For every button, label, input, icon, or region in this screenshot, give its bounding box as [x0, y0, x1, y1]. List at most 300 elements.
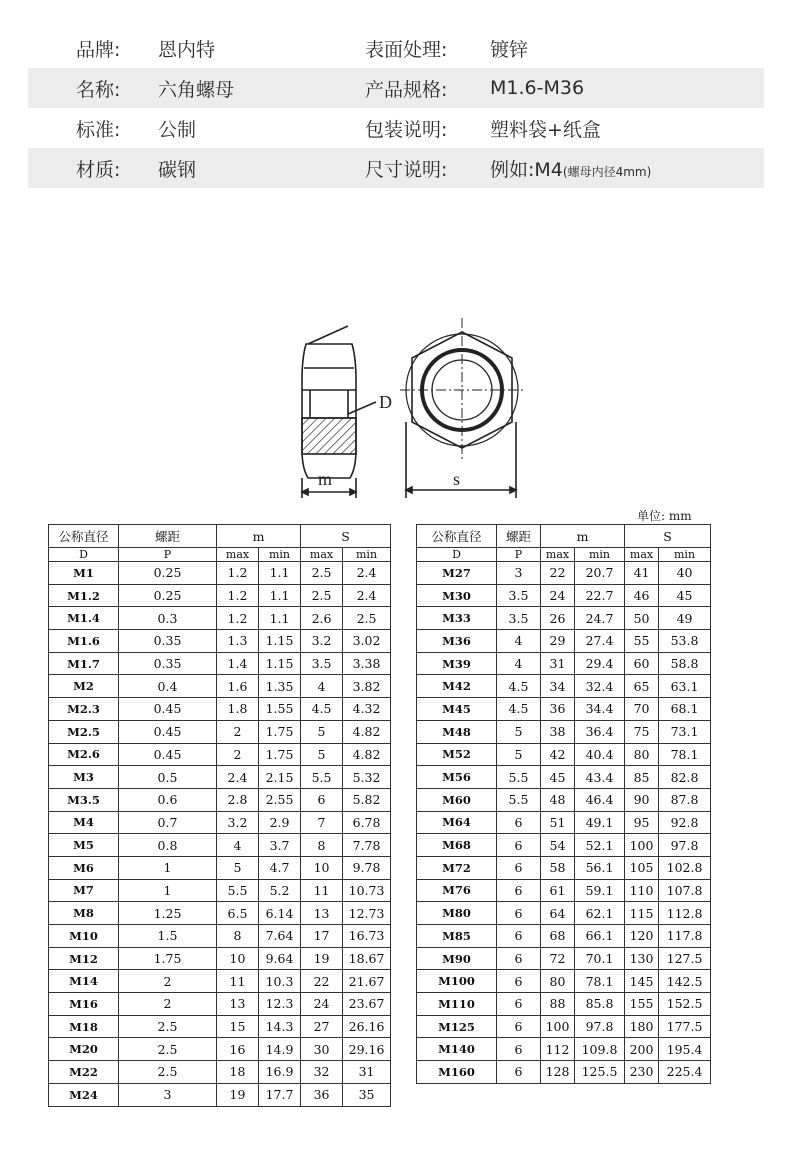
value-cell: 6: [497, 1015, 541, 1038]
value-cell: 32: [301, 1061, 343, 1084]
size-cell: M7: [49, 879, 119, 902]
value-cell: 49.1: [575, 811, 625, 834]
table-row: [49, 1083, 391, 1106]
table-row: [417, 720, 711, 743]
value-cell: 32.4: [575, 675, 625, 698]
value-cell: 3.5: [497, 584, 541, 607]
header-max: max: [541, 548, 575, 562]
value-cell: 3.7: [259, 834, 301, 857]
table-row: [417, 856, 711, 879]
value-cell: 3.5: [301, 652, 343, 675]
value-cell: 8: [301, 834, 343, 857]
value-cell: 4.5: [301, 698, 343, 721]
value-cell: 45: [659, 584, 711, 607]
header-min: min: [259, 548, 301, 562]
header-m: m: [541, 525, 625, 548]
size-cell: M48: [417, 720, 497, 743]
header-diameter: 公称直径: [417, 525, 497, 548]
value-cell: 195.4: [659, 1038, 711, 1061]
value-cell: 2.55: [259, 788, 301, 811]
value-cell: 65: [625, 675, 659, 698]
size-cell: M56: [417, 766, 497, 789]
value-cell: 6: [497, 993, 541, 1016]
value-cell: 3.38: [343, 652, 391, 675]
spec-row-name: [28, 68, 764, 108]
size-cell: M18: [49, 1015, 119, 1038]
value-cell: 0.25: [119, 584, 217, 607]
size-cell: M27: [417, 562, 497, 585]
header-p-symbol: P: [119, 548, 217, 562]
value-cell: 68: [541, 925, 575, 948]
size-cell: M64: [417, 811, 497, 834]
value-cell: 17.7: [259, 1083, 301, 1106]
value-cell: 40.4: [575, 743, 625, 766]
value-cell: 0.7: [119, 811, 217, 834]
value-cell: 109.8: [575, 1038, 625, 1061]
header-s: S: [625, 525, 711, 548]
value-cell: 4.82: [343, 720, 391, 743]
value-cell: 4.7: [259, 856, 301, 879]
value-cell: 9.64: [259, 947, 301, 970]
table-row: [417, 993, 711, 1016]
value-cell: 85.8: [575, 993, 625, 1016]
table-row: [417, 902, 711, 925]
value-cell: 29: [541, 630, 575, 653]
table-row: [49, 1015, 391, 1038]
value-cell: 46: [625, 584, 659, 607]
value-cell: 36.4: [575, 720, 625, 743]
size-cell: M85: [417, 925, 497, 948]
value-cell: 58.8: [659, 652, 711, 675]
spec-example: 例如:M4: [490, 158, 563, 181]
value-cell: 1.2: [217, 607, 259, 630]
value-cell: 90: [625, 788, 659, 811]
value-cell: 6: [497, 834, 541, 857]
value-cell: 66.1: [575, 925, 625, 948]
value-cell: 55: [625, 630, 659, 653]
value-cell: 1.3: [217, 630, 259, 653]
value-cell: 16.73: [343, 925, 391, 948]
value-cell: 0.35: [119, 652, 217, 675]
table-row: [49, 743, 391, 766]
value-cell: 26.16: [343, 1015, 391, 1038]
spec-value: M1.6-M36: [490, 77, 585, 99]
value-cell: 8: [217, 925, 259, 948]
value-cell: 3: [497, 562, 541, 585]
value-cell: 6: [497, 879, 541, 902]
value-cell: 60: [625, 652, 659, 675]
value-cell: 34: [541, 675, 575, 698]
value-cell: 1.75: [119, 947, 217, 970]
value-cell: 180: [625, 1015, 659, 1038]
value-cell: 2.6: [301, 607, 343, 630]
table-row: [417, 970, 711, 993]
size-cell: M20: [49, 1038, 119, 1061]
size-cell: M12: [49, 947, 119, 970]
value-cell: 80: [541, 970, 575, 993]
value-cell: 48: [541, 788, 575, 811]
value-cell: 4: [301, 675, 343, 698]
size-cell: M2.6: [49, 743, 119, 766]
table-row: [417, 925, 711, 948]
table-row: [49, 766, 391, 789]
value-cell: 14.9: [259, 1038, 301, 1061]
table-row: [49, 652, 391, 675]
table-subheader-row: [417, 548, 711, 562]
value-cell: 53.8: [659, 630, 711, 653]
value-cell: 117.8: [659, 925, 711, 948]
value-cell: 1: [119, 856, 217, 879]
value-cell: 6: [497, 925, 541, 948]
unit-label: 单位: mm: [637, 509, 692, 523]
value-cell: 1.1: [259, 562, 301, 585]
value-cell: 75: [625, 720, 659, 743]
table-row: [49, 720, 391, 743]
size-cell: M3.5: [49, 788, 119, 811]
header-s: S: [301, 525, 391, 548]
table-row: [49, 630, 391, 653]
spec-key: 包装说明:: [365, 118, 448, 141]
value-cell: 95: [625, 811, 659, 834]
table-row: [49, 607, 391, 630]
value-cell: 105: [625, 856, 659, 879]
value-cell: 3.2: [217, 811, 259, 834]
value-cell: 2: [119, 970, 217, 993]
value-cell: 5: [497, 720, 541, 743]
spec-row-material: [28, 148, 764, 188]
value-cell: 11: [217, 970, 259, 993]
header-min: min: [659, 548, 711, 562]
value-cell: 2.5: [119, 1038, 217, 1061]
value-cell: 177.5: [659, 1015, 711, 1038]
value-cell: 5.5: [301, 766, 343, 789]
spec-value: 镀锌: [490, 38, 529, 61]
value-cell: 78.1: [659, 743, 711, 766]
value-cell: 22: [301, 970, 343, 993]
table-row: [49, 562, 391, 585]
header-max: max: [217, 548, 259, 562]
header-diameter: 公称直径: [49, 525, 119, 548]
label-d: D: [379, 392, 392, 412]
value-cell: 64: [541, 902, 575, 925]
spec-key: 尺寸说明:: [365, 158, 448, 181]
table-row: [49, 834, 391, 857]
value-cell: 1.35: [259, 675, 301, 698]
value-cell: 24: [541, 584, 575, 607]
table-row: [417, 811, 711, 834]
value-cell: 82.8: [659, 766, 711, 789]
value-cell: 2.5: [343, 607, 391, 630]
spec-key: 品牌:: [76, 38, 121, 61]
header-pitch: 螺距: [119, 525, 217, 548]
header-p-symbol: P: [497, 548, 541, 562]
value-cell: 11: [301, 879, 343, 902]
value-cell: 22.7: [575, 584, 625, 607]
value-cell: 100: [541, 1015, 575, 1038]
value-cell: 19: [301, 947, 343, 970]
value-cell: 22: [541, 562, 575, 585]
value-cell: 18: [217, 1061, 259, 1084]
table-row: [417, 1038, 711, 1061]
value-cell: 34.4: [575, 698, 625, 721]
value-cell: 1.1: [259, 607, 301, 630]
table-row: [417, 652, 711, 675]
size-cell: M1.2: [49, 584, 119, 607]
value-cell: 6: [497, 970, 541, 993]
size-cell: M1: [49, 562, 119, 585]
table-row: [417, 834, 711, 857]
value-cell: 14.3: [259, 1015, 301, 1038]
value-cell: 6: [497, 856, 541, 879]
header-min: min: [343, 548, 391, 562]
value-cell: 56.1: [575, 856, 625, 879]
size-cell: M30: [417, 584, 497, 607]
dimension-table-left: [48, 524, 391, 1107]
value-cell: 2.9: [259, 811, 301, 834]
value-cell: 5: [301, 720, 343, 743]
value-cell: 58: [541, 856, 575, 879]
table-header-row: [417, 525, 711, 548]
table-row: [49, 947, 391, 970]
value-cell: 0.3: [119, 607, 217, 630]
value-cell: 6: [497, 902, 541, 925]
value-cell: 100: [625, 834, 659, 857]
value-cell: 2.5: [301, 584, 343, 607]
value-cell: 5: [497, 743, 541, 766]
value-cell: 1.6: [217, 675, 259, 698]
value-cell: 2.5: [301, 562, 343, 585]
spec-note: (螺母内径4mm): [562, 164, 652, 179]
spec-key: 表面处理:: [365, 38, 448, 61]
size-cell: M3: [49, 766, 119, 789]
value-cell: 4.5: [497, 675, 541, 698]
value-cell: 4.82: [343, 743, 391, 766]
table-row: [417, 630, 711, 653]
value-cell: 5.5: [497, 788, 541, 811]
value-cell: 42: [541, 743, 575, 766]
value-cell: 225.4: [659, 1061, 711, 1084]
value-cell: 1.75: [259, 720, 301, 743]
size-cell: M1.6: [49, 630, 119, 653]
value-cell: 6: [497, 811, 541, 834]
table-row: [417, 562, 711, 585]
spec-key: 产品规格:: [365, 78, 448, 101]
value-cell: 26: [541, 607, 575, 630]
value-cell: 5: [217, 856, 259, 879]
value-cell: 1.1: [259, 584, 301, 607]
value-cell: 80: [625, 743, 659, 766]
spec-key: 标准:: [76, 118, 121, 141]
value-cell: 2: [217, 720, 259, 743]
value-cell: 6.14: [259, 902, 301, 925]
value-cell: 3.5: [497, 607, 541, 630]
size-cell: M45: [417, 698, 497, 721]
value-cell: 112.8: [659, 902, 711, 925]
value-cell: 1.15: [259, 652, 301, 675]
value-cell: 15: [217, 1015, 259, 1038]
value-cell: 7.78: [343, 834, 391, 857]
value-cell: 1.25: [119, 902, 217, 925]
value-cell: 6.78: [343, 811, 391, 834]
table-row: [49, 856, 391, 879]
value-cell: 2.4: [343, 562, 391, 585]
value-cell: 0.6: [119, 788, 217, 811]
header-max: max: [625, 548, 659, 562]
table-row: [49, 788, 391, 811]
size-cell: M80: [417, 902, 497, 925]
value-cell: 27.4: [575, 630, 625, 653]
value-cell: 85: [625, 766, 659, 789]
value-cell: 50: [625, 607, 659, 630]
size-cell: M160: [417, 1061, 497, 1084]
value-cell: 125.5: [575, 1061, 625, 1084]
size-cell: M2: [49, 675, 119, 698]
spec-value: 碳钢: [158, 158, 197, 181]
value-cell: 70: [625, 698, 659, 721]
value-cell: 10: [217, 947, 259, 970]
size-cell: M22: [49, 1061, 119, 1084]
value-cell: 72: [541, 947, 575, 970]
size-cell: M8: [49, 902, 119, 925]
size-cell: M10: [49, 925, 119, 948]
value-cell: 1.4: [217, 652, 259, 675]
value-cell: 87.8: [659, 788, 711, 811]
table-row: [417, 584, 711, 607]
value-cell: 78.1: [575, 970, 625, 993]
value-cell: 43.4: [575, 766, 625, 789]
size-cell: M33: [417, 607, 497, 630]
value-cell: 5.5: [217, 879, 259, 902]
value-cell: 4: [497, 630, 541, 653]
value-cell: 38: [541, 720, 575, 743]
value-cell: 41: [625, 562, 659, 585]
value-cell: 6.5: [217, 902, 259, 925]
size-cell: M68: [417, 834, 497, 857]
value-cell: 200: [625, 1038, 659, 1061]
value-cell: 10: [301, 856, 343, 879]
size-cell: M125: [417, 1015, 497, 1038]
value-cell: 52.1: [575, 834, 625, 857]
value-cell: 0.5: [119, 766, 217, 789]
size-cell: M72: [417, 856, 497, 879]
nut-side-view: [302, 326, 376, 498]
header-max: max: [301, 548, 343, 562]
header-d-symbol: D: [49, 548, 119, 562]
table-row: [49, 584, 391, 607]
value-cell: 115: [625, 902, 659, 925]
value-cell: 97.8: [659, 834, 711, 857]
table-row: [49, 675, 391, 698]
value-cell: 4: [497, 652, 541, 675]
value-cell: 107.8: [659, 879, 711, 902]
value-cell: 3: [119, 1083, 217, 1106]
value-cell: 6: [301, 788, 343, 811]
value-cell: 10.73: [343, 879, 391, 902]
value-cell: 59.1: [575, 879, 625, 902]
size-cell: M2.5: [49, 720, 119, 743]
size-cell: M24: [49, 1083, 119, 1106]
value-cell: 30: [301, 1038, 343, 1061]
value-cell: 9.78: [343, 856, 391, 879]
value-cell: 102.8: [659, 856, 711, 879]
size-cell: M6: [49, 856, 119, 879]
value-cell: 62.1: [575, 902, 625, 925]
value-cell: 23.67: [343, 993, 391, 1016]
table-subheader-row: [49, 548, 391, 562]
value-cell: 51: [541, 811, 575, 834]
value-cell: 0.35: [119, 630, 217, 653]
value-cell: 1.15: [259, 630, 301, 653]
size-cell: M60: [417, 788, 497, 811]
table-row: [49, 993, 391, 1016]
value-cell: 36: [541, 698, 575, 721]
value-cell: 24.7: [575, 607, 625, 630]
value-cell: 88: [541, 993, 575, 1016]
nut-top-view: [400, 318, 524, 498]
size-cell: M5: [49, 834, 119, 857]
table-row: [417, 947, 711, 970]
spec-block: [28, 28, 764, 188]
table-row: [417, 675, 711, 698]
value-cell: 21.67: [343, 970, 391, 993]
table-row: [49, 970, 391, 993]
size-cell: M39: [417, 652, 497, 675]
value-cell: 155: [625, 993, 659, 1016]
value-cell: 5.2: [259, 879, 301, 902]
value-cell: 35: [343, 1083, 391, 1106]
value-cell: 0.25: [119, 562, 217, 585]
value-cell: 2: [217, 743, 259, 766]
value-cell: 6: [497, 1038, 541, 1061]
value-cell: 4.5: [497, 698, 541, 721]
value-cell: 3.02: [343, 630, 391, 653]
size-cell: M110: [417, 993, 497, 1016]
value-cell: 5: [301, 743, 343, 766]
value-cell: 127.5: [659, 947, 711, 970]
table-header-row: [49, 525, 391, 548]
size-cell: M16: [49, 993, 119, 1016]
spec-row-standard: [28, 108, 764, 148]
size-cell: M4: [49, 811, 119, 834]
value-cell: 70.1: [575, 947, 625, 970]
value-cell: 5.32: [343, 766, 391, 789]
size-cell: M36: [417, 630, 497, 653]
spec-key: 材质:: [76, 158, 121, 181]
value-cell: 13: [217, 993, 259, 1016]
value-cell: 2.8: [217, 788, 259, 811]
value-cell: 1.2: [217, 584, 259, 607]
value-cell: 1.75: [259, 743, 301, 766]
table-row: [417, 766, 711, 789]
size-cell: M1.4: [49, 607, 119, 630]
value-cell: 142.5: [659, 970, 711, 993]
dimension-table-right: [416, 524, 711, 1084]
value-cell: 19: [217, 1083, 259, 1106]
spec-value: 公制: [158, 118, 197, 141]
value-cell: 10.3: [259, 970, 301, 993]
value-cell: 31: [343, 1061, 391, 1084]
table-row: [49, 1038, 391, 1061]
value-cell: 152.5: [659, 993, 711, 1016]
table-row: [49, 925, 391, 948]
size-cell: M14: [49, 970, 119, 993]
value-cell: 112: [541, 1038, 575, 1061]
size-cell: M90: [417, 947, 497, 970]
value-cell: 1.2: [217, 562, 259, 585]
table-row: [49, 902, 391, 925]
size-cell: M2.3: [49, 698, 119, 721]
value-cell: 120: [625, 925, 659, 948]
